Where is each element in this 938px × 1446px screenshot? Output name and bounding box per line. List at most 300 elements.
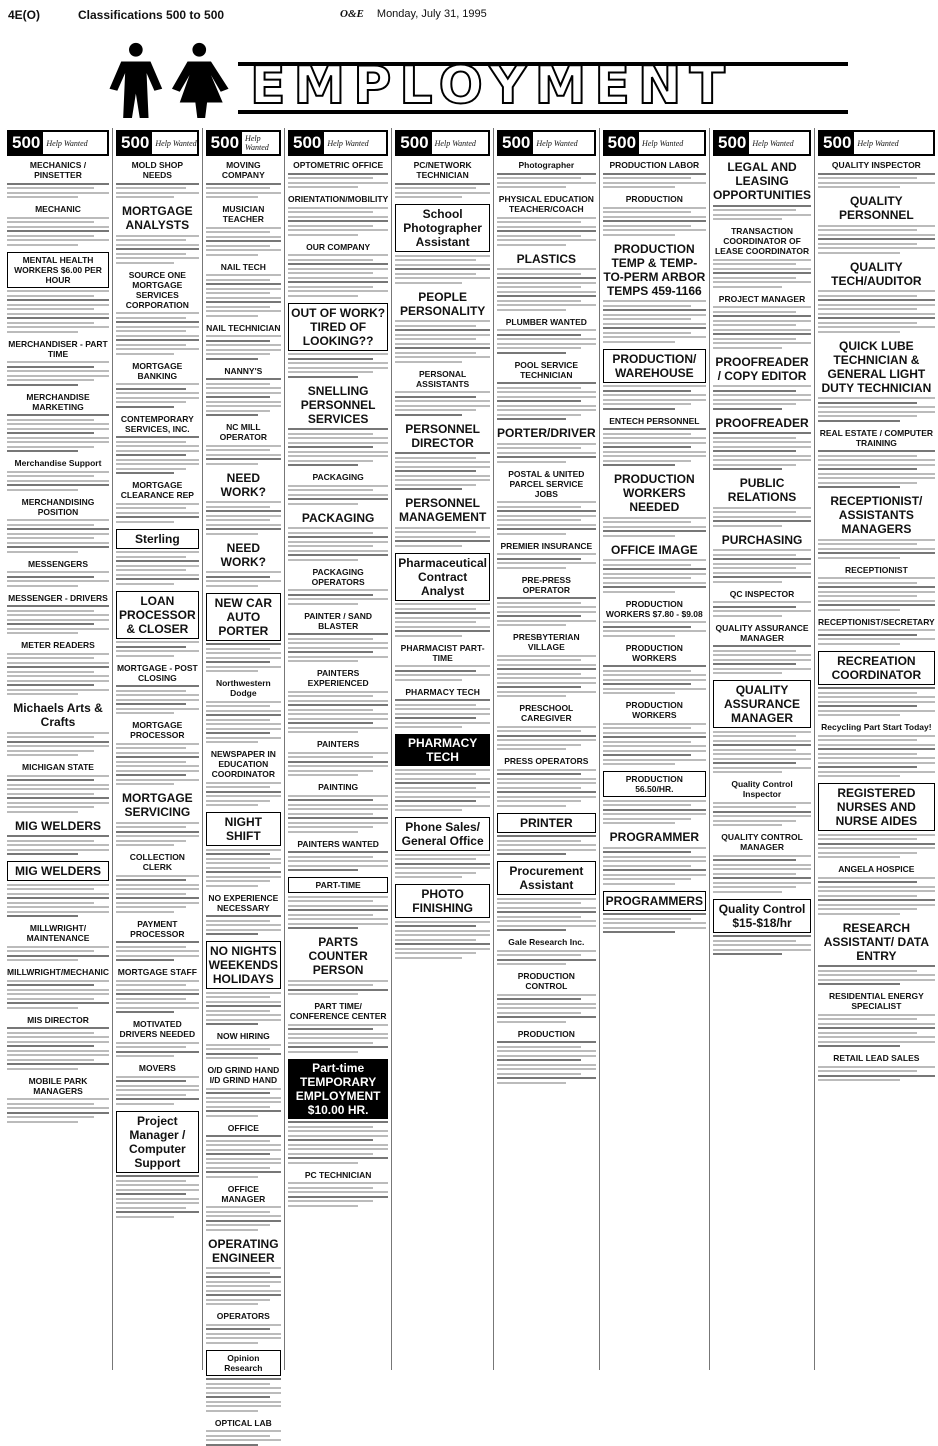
- body-text-line: [7, 802, 109, 804]
- body-text-line: [713, 740, 811, 742]
- body-text-line: [713, 268, 811, 270]
- body-text-line: [206, 571, 281, 573]
- body-text-line: [116, 248, 199, 250]
- classified-ad: [7, 160, 109, 198]
- ad-heading: PAINTER / SAND BLASTER: [304, 610, 373, 631]
- body-text-line: [7, 1032, 94, 1034]
- body-text-line: [603, 220, 706, 222]
- body-text-line: [818, 979, 935, 981]
- classified-ad: [7, 967, 109, 1009]
- body-text-line: [603, 683, 691, 685]
- body-text-line: [603, 847, 706, 849]
- body-text-line: [395, 800, 476, 802]
- body-text-line: [206, 705, 270, 707]
- body-text-line: [497, 235, 581, 237]
- body-text-line: [116, 875, 199, 877]
- body-text-line: [713, 390, 796, 392]
- ad-heading: MOBILE PARK MANAGERS: [28, 1075, 88, 1096]
- body-text-line: [713, 663, 796, 665]
- body-text-line: [818, 1032, 917, 1034]
- classified-ad: [603, 543, 706, 593]
- body-text-line: [395, 603, 490, 605]
- body-text-line: [288, 234, 358, 236]
- body-text-line: [116, 339, 199, 341]
- body-text-line: [7, 911, 109, 913]
- body-text-line: [603, 759, 706, 761]
- body-text-line: [288, 660, 358, 662]
- body-text-line: [497, 925, 596, 927]
- body-text-line: [818, 1018, 917, 1020]
- body-text-line: [603, 530, 706, 532]
- body-text-line: [395, 466, 490, 468]
- classified-ad: [497, 703, 596, 750]
- ad-heading: OFFICE: [227, 1122, 259, 1133]
- body-text-line: [288, 220, 388, 222]
- body-text-line: [497, 624, 566, 626]
- body-text-line: [288, 1153, 373, 1155]
- body-text-line: [818, 881, 917, 883]
- body-text-line: [497, 911, 596, 913]
- body-text-line: [603, 573, 706, 575]
- body-text-line: [713, 758, 811, 760]
- body-text-line: [818, 600, 935, 602]
- body-text-line: [395, 540, 490, 542]
- body-text-line: [116, 445, 199, 447]
- body-text-line: [497, 409, 596, 411]
- body-text-line: [7, 750, 94, 752]
- body-text-line: [713, 272, 811, 274]
- body-text-line: [288, 700, 388, 702]
- body-text-line: [288, 290, 388, 292]
- body-text-line: [206, 1220, 281, 1222]
- classified-ad: [713, 160, 811, 220]
- body-text-line: [497, 844, 596, 846]
- section-number: 500: [9, 132, 43, 154]
- classified-ad: [603, 830, 706, 885]
- body-text-line: [603, 314, 706, 316]
- ad-heading: Northwestern Dodge: [215, 678, 271, 698]
- body-text-line: [288, 268, 388, 270]
- classified-ad: [818, 160, 935, 188]
- section-number: 500: [715, 132, 749, 154]
- body-text-line: [116, 1046, 186, 1048]
- body-text-line: [116, 187, 186, 189]
- body-text-line: [497, 273, 581, 275]
- classified-ad: [818, 864, 935, 915]
- body-text-line: [603, 918, 691, 920]
- body-text-line: [288, 770, 373, 772]
- ad-heading: Phone Sales/ General Office: [395, 817, 490, 851]
- classifications-range: Classifications 500 to 500: [78, 8, 225, 22]
- body-text-line: [288, 362, 388, 364]
- ad-heading: Part-time TEMPORARY EMPLOYMENT $10.00 HR.: [288, 1059, 388, 1119]
- body-text-line: [713, 567, 796, 569]
- body-text-line: [818, 1014, 935, 1016]
- body-text-line: [288, 503, 358, 505]
- ad-heading: PORTER/DRIVER: [496, 426, 596, 440]
- body-text-line: [395, 708, 490, 710]
- classified-ad: [497, 252, 596, 311]
- body-text-line: [395, 952, 476, 954]
- classified-ad: [288, 511, 388, 561]
- body-text-line: [206, 1303, 259, 1305]
- body-text-line: [395, 934, 490, 936]
- body-text-line: [7, 998, 94, 1000]
- classified-ad: [603, 160, 706, 188]
- body-text-line: [497, 300, 581, 302]
- body-text-line: [395, 617, 490, 619]
- classified-ad: [713, 832, 811, 893]
- body-text-line: [206, 652, 281, 654]
- body-text-line: [206, 1206, 281, 1208]
- body-text-line: [395, 338, 476, 340]
- body-text-line: [497, 782, 596, 784]
- body-text-line: [116, 906, 186, 908]
- body-text-line: [116, 312, 199, 314]
- body-text-line: [818, 1045, 900, 1047]
- classified-ad: [603, 349, 706, 410]
- body-text-line: [713, 645, 811, 647]
- body-text-line: [206, 292, 270, 294]
- ad-heading: MESSENGERS: [28, 558, 88, 569]
- body-text-line: [206, 1430, 281, 1432]
- body-text-line: [288, 1205, 358, 1207]
- ad-heading: MERCHANDISER - PART TIME: [8, 338, 108, 359]
- body-text-line: [818, 539, 935, 541]
- body-text-line: [206, 1149, 281, 1151]
- body-text-line: [116, 989, 199, 991]
- body-text-line: [713, 347, 782, 349]
- body-text-line: [818, 899, 935, 901]
- ad-heading: NO EXPERIENCE NECESSARY: [208, 892, 279, 913]
- classified-ad: [288, 472, 388, 505]
- body-text-line: [7, 657, 94, 659]
- body-text-line: [497, 343, 596, 345]
- body-text-line: [497, 338, 596, 340]
- classified-ad: [206, 262, 281, 317]
- body-text-line: [603, 635, 675, 637]
- body-text-line: [818, 974, 935, 976]
- body-text-line: [7, 1063, 109, 1065]
- body-text-line: [713, 606, 796, 608]
- body-text-line: [497, 510, 596, 512]
- classified-ad: [116, 791, 199, 846]
- body-text-line: [116, 655, 174, 657]
- body-text-line: [206, 1023, 259, 1025]
- body-text-line: [288, 808, 388, 810]
- body-text-line: [713, 581, 782, 583]
- ad-heading: REGISTERED NURSES AND NURSE AIDES: [818, 783, 935, 831]
- body-text-line: [288, 918, 388, 920]
- body-text-line: [206, 800, 270, 802]
- ad-heading: PAINTERS WANTED: [297, 838, 379, 849]
- ad-heading: Sterling: [116, 529, 199, 549]
- body-text-line: [713, 762, 796, 764]
- body-text-line: [818, 290, 935, 292]
- body-text-line: [206, 396, 270, 398]
- body-text-line: [497, 396, 596, 398]
- ad-heading: PRINTER: [497, 813, 596, 833]
- ad-heading: MORTGAGE ANALYSTS: [122, 204, 193, 232]
- ad-heading: MUSICIAN TEACHER: [222, 204, 265, 224]
- body-text-line: [206, 301, 281, 303]
- body-text-line: [206, 580, 281, 582]
- body-text-line: [818, 308, 917, 310]
- body-text-line: [713, 286, 782, 288]
- body-text-line: [116, 383, 199, 385]
- body-text-line: [603, 234, 675, 236]
- body-text-line: [288, 718, 388, 720]
- body-text-line: [206, 791, 281, 793]
- body-text-line: [288, 1157, 388, 1159]
- ad-heading: PLASTICS: [516, 251, 576, 266]
- body-text-line: [116, 1184, 199, 1186]
- body-text-line: [7, 1036, 109, 1038]
- classified-ad: [288, 668, 388, 733]
- body-text-line: [497, 452, 596, 454]
- body-text-line: [818, 970, 917, 972]
- body-text-line: [7, 480, 109, 482]
- body-text-line: [7, 902, 94, 904]
- body-text-line: [206, 236, 281, 238]
- body-text-line: [603, 809, 706, 811]
- body-text-line: [818, 243, 917, 245]
- body-text-line: [7, 693, 78, 695]
- body-text-line: [288, 442, 388, 444]
- body-text-line: [206, 1333, 281, 1335]
- body-text-line: [603, 225, 691, 227]
- body-text-line: [713, 342, 811, 344]
- ad-heading: TRANSACTION COORDINATOR OF LEASE COORDINATOR: [714, 226, 810, 256]
- body-text-line: [497, 304, 596, 306]
- body-text-line: [116, 565, 199, 567]
- body-text-line: [497, 286, 581, 288]
- classified-ad: [206, 160, 281, 198]
- body-text-line: [116, 1007, 199, 1009]
- body-text-line: [116, 454, 186, 456]
- classified-ad: [818, 651, 935, 717]
- body-text-line: [206, 410, 270, 412]
- classified-ad: [206, 1123, 281, 1178]
- body-text-line: [713, 329, 811, 331]
- body-text-line: [818, 775, 900, 777]
- classified-ad: [116, 591, 199, 657]
- body-text-line: [497, 1041, 596, 1043]
- body-text-line: [7, 779, 94, 781]
- body-text-line: [288, 896, 388, 898]
- body-text-line: [7, 366, 94, 368]
- body-text-line: [288, 1042, 373, 1044]
- body-text-line: [713, 877, 811, 879]
- body-text-line: [603, 341, 675, 343]
- body-text-line: [818, 710, 935, 712]
- body-text-line: [288, 433, 373, 435]
- body-text-line: [116, 1085, 199, 1087]
- body-text-line: [7, 684, 94, 686]
- body-text-line: [206, 867, 270, 869]
- classified-ad: [116, 967, 199, 1013]
- body-text-line: [818, 1023, 935, 1025]
- classified-ad: [603, 599, 706, 637]
- body-text-line: [206, 458, 281, 460]
- body-text-line: [713, 558, 811, 560]
- body-text-line: [818, 552, 935, 554]
- body-text-line: [7, 370, 109, 372]
- ad-heading: PARTS COUNTER PERSON: [308, 935, 368, 977]
- body-text-line: [288, 1182, 388, 1184]
- body-text-line: [116, 893, 186, 895]
- body-text-line: [818, 591, 935, 593]
- body-text-line: [395, 531, 476, 533]
- ad-heading: OFFICE MANAGER: [221, 1183, 266, 1204]
- body-text-line: [206, 723, 281, 725]
- body-text-line: [116, 831, 199, 833]
- ad-heading: PAINTING: [318, 782, 359, 792]
- body-text-line: [7, 571, 109, 573]
- classified-ad: [713, 355, 811, 410]
- ad-heading: MORTGAGE - POST CLOSING: [116, 662, 198, 683]
- classified-ad: [713, 589, 811, 617]
- body-text-line: [206, 1299, 270, 1301]
- classified-ad: [713, 533, 811, 583]
- body-text-line: [395, 183, 490, 185]
- body-text-line: [116, 774, 186, 776]
- body-text-line: [7, 295, 94, 297]
- body-text-line: [713, 311, 796, 313]
- body-text-line: [713, 744, 811, 746]
- body-text-line: [497, 659, 581, 661]
- body-text-line: [206, 880, 270, 882]
- body-text-line: [7, 375, 109, 377]
- classified-ad: [395, 422, 490, 491]
- body-text-line: [288, 731, 358, 733]
- body-text-line: [288, 691, 388, 693]
- classified-ad: [288, 242, 388, 297]
- body-text-line: [818, 313, 935, 315]
- body-text-line: [497, 447, 581, 449]
- body-text-line: [288, 550, 388, 552]
- body-text-line: [603, 451, 706, 453]
- body-text-line: [206, 454, 281, 456]
- body-text-line: [116, 1089, 199, 1091]
- classified-ad: [116, 361, 199, 408]
- body-text-line: [395, 726, 461, 728]
- body-text-line: [818, 295, 917, 297]
- body-text-line: [206, 1328, 270, 1330]
- ad-heading: NEWSPAPER IN EDUCATION COORDINATOR: [210, 749, 276, 779]
- ad-heading: PROGRAMMERS: [603, 891, 706, 911]
- body-text-line: [818, 1079, 900, 1081]
- body-text-line: [497, 773, 581, 775]
- ad-heading: MERCHANDISING POSITION: [21, 496, 95, 517]
- body-text-line: [603, 800, 706, 802]
- body-text-line: [7, 806, 94, 808]
- body-text-line: [395, 356, 490, 358]
- body-text-line: [7, 884, 109, 886]
- body-text-line: [288, 277, 388, 279]
- body-text-line: [288, 263, 388, 265]
- body-text-line: [116, 257, 199, 259]
- body-text-line: [7, 428, 109, 430]
- body-text-line: [116, 1189, 199, 1191]
- body-text-line: [206, 378, 281, 380]
- section-label: Help Wanted: [642, 138, 684, 148]
- body-text-line: [206, 183, 281, 185]
- ad-heading: MILLWRIGHT/MECHANIC: [7, 967, 109, 977]
- body-text-line: [116, 752, 199, 754]
- body-text-line: [7, 446, 94, 448]
- body-text-line: [603, 813, 706, 815]
- body-text-line: [603, 309, 706, 311]
- body-text-line: [288, 259, 373, 261]
- classified-ad: [395, 687, 490, 729]
- body-text-line: [603, 804, 691, 806]
- body-text-line: [206, 1285, 270, 1287]
- body-text-line: [713, 408, 782, 410]
- body-text-line: [497, 1059, 581, 1061]
- issue-date: Monday, July 31, 1995: [376, 8, 487, 20]
- body-text-line: [395, 329, 490, 331]
- body-text-line: [288, 545, 373, 547]
- body-text-line: [497, 920, 596, 922]
- body-text-line: [497, 611, 596, 613]
- body-text-line: [395, 957, 461, 959]
- body-text-line: [116, 1198, 199, 1200]
- body-text-line: [818, 477, 935, 479]
- body-text-line: [818, 577, 935, 579]
- ad-heading: METER READERS: [21, 640, 95, 650]
- body-text-line: [288, 656, 388, 658]
- body-text-line: [497, 748, 566, 750]
- body-text-line: [206, 1171, 281, 1173]
- ad-heading: COLLECTION CLERK: [129, 852, 185, 872]
- body-text-line: [206, 1140, 270, 1142]
- ad-heading: PHARMACY TECH: [405, 686, 480, 697]
- body-text-line: [713, 259, 811, 261]
- ad-heading: RESEARCH ASSISTANT/ DATA ENTRY: [823, 920, 930, 963]
- classified-ad: [497, 813, 596, 856]
- body-text-line: [206, 1005, 281, 1007]
- section-number: 500: [499, 132, 533, 154]
- body-text-line: [206, 585, 259, 587]
- body-text-line: [288, 1162, 358, 1164]
- body-text-line: [288, 774, 358, 776]
- classified-ad: [116, 1111, 199, 1218]
- classified-ad: [818, 339, 935, 422]
- classified-ad: [206, 471, 281, 535]
- classified-ad: [206, 1184, 281, 1231]
- body-text-line: [206, 279, 270, 281]
- body-text-line: [497, 1003, 596, 1005]
- body-text-line: [288, 914, 373, 916]
- body-text-line: [497, 695, 566, 697]
- body-text-line: [603, 433, 691, 435]
- body-text-line: [116, 583, 174, 585]
- body-text-line: [206, 858, 281, 860]
- classified-ad: [288, 1001, 388, 1053]
- classified-ad: [288, 935, 388, 995]
- section-label: Help Wanted: [245, 134, 269, 152]
- help-wanted-tag: [603, 130, 706, 156]
- body-text-line: [116, 321, 199, 323]
- ad-heading: PHOTO FINISHING: [395, 884, 490, 918]
- body-text-line: [288, 980, 388, 982]
- body-text-line: [116, 388, 186, 390]
- ad-heading: NIGHT SHIFT: [206, 812, 281, 846]
- classified-ad: [497, 937, 596, 965]
- body-text-line: [288, 1037, 388, 1039]
- body-text-line: [713, 459, 811, 461]
